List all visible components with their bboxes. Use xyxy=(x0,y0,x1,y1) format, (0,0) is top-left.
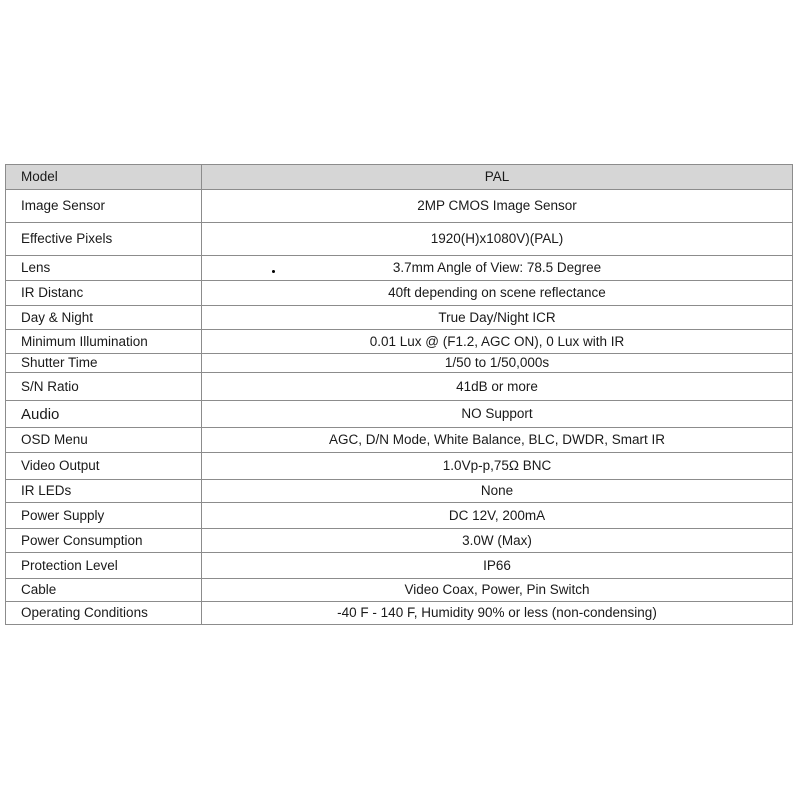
row-label: Video Output xyxy=(6,453,202,480)
spec-table xyxy=(5,164,793,625)
table-row xyxy=(6,428,793,453)
row-value: Video Coax, Power, Pin Switch xyxy=(202,579,793,602)
table-row xyxy=(6,602,793,625)
row-label: Operating Conditions xyxy=(6,602,202,625)
row-label: Power Consumption xyxy=(6,529,202,553)
stray-dot-mark xyxy=(272,270,275,273)
table-header-row xyxy=(6,165,793,190)
row-label: Cable xyxy=(6,579,202,602)
row-value: DC 12V, 200mA xyxy=(202,503,793,529)
table-row xyxy=(6,453,793,480)
row-label: Shutter Time xyxy=(6,354,202,373)
row-value: 1.0Vp-p,75Ω BNC xyxy=(202,453,793,480)
table-row xyxy=(6,529,793,553)
row-label: Power Supply xyxy=(6,503,202,529)
row-value: None xyxy=(202,480,793,503)
row-label: Effective Pixels xyxy=(6,223,202,256)
row-value: 3.7mm Angle of View: 78.5 Degree xyxy=(202,256,793,281)
row-value: IP66 xyxy=(202,553,793,579)
row-value: 0.01 Lux @ (F1.2, AGC ON), 0 Lux with IR xyxy=(202,330,793,354)
row-label: Lens xyxy=(6,256,202,281)
row-label: Image Sensor xyxy=(6,190,202,223)
row-value: 41dB or more xyxy=(202,373,793,401)
table-row xyxy=(6,373,793,401)
row-value: AGC, D/N Mode, White Balance, BLC, DWDR, Smart IR xyxy=(202,428,793,453)
row-label: Minimum Illumination xyxy=(6,330,202,354)
header-value: PAL xyxy=(202,165,793,190)
row-value: True Day/Night ICR xyxy=(202,306,793,330)
row-value: 1920(H)x1080V)(PAL) xyxy=(202,223,793,256)
table-row xyxy=(6,256,793,281)
table-row xyxy=(6,190,793,223)
row-label: Day & Night xyxy=(6,306,202,330)
row-value: NO Support xyxy=(202,401,793,428)
table-row xyxy=(6,401,793,428)
row-value: -40 F - 140 F, Humidity 90% or less (non-condensing) xyxy=(202,602,793,625)
table-row xyxy=(6,503,793,529)
table-row xyxy=(6,330,793,354)
row-label: S/N Ratio xyxy=(6,373,202,401)
row-value: 2MP CMOS Image Sensor xyxy=(202,190,793,223)
row-value: 1/50 to 1/50,000s xyxy=(202,354,793,373)
row-label: OSD Menu xyxy=(6,428,202,453)
header-label: Model xyxy=(6,165,202,190)
table-row xyxy=(6,354,793,373)
table-row xyxy=(6,223,793,256)
table-row xyxy=(6,480,793,503)
table-row xyxy=(6,306,793,330)
table-row xyxy=(6,579,793,602)
row-label: Protection Level xyxy=(6,553,202,579)
table-row xyxy=(6,553,793,579)
row-value: 40ft depending on scene reflectance xyxy=(202,281,793,306)
row-label: IR LEDs xyxy=(6,480,202,503)
row-label: IR Distanc xyxy=(6,281,202,306)
row-label: Audio xyxy=(6,401,202,428)
row-value: 3.0W (Max) xyxy=(202,529,793,553)
table-row xyxy=(6,281,793,306)
